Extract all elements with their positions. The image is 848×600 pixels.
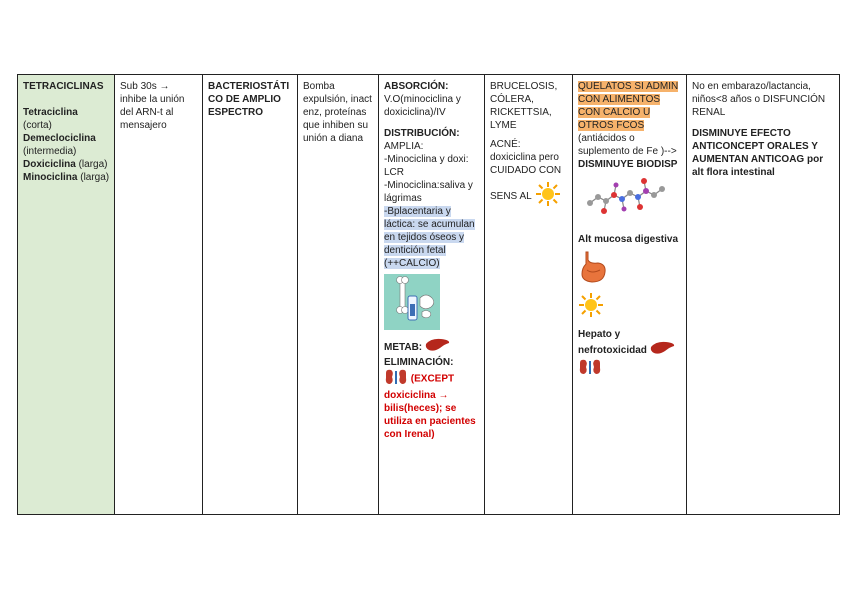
contraindications-text: No en embarazo/lactancia, niños<8 años o DISFUNCIÓN RENAL [692, 81, 826, 118]
indications-text: BRUCELOSIS, CÓLERA, RICKETTSIA, LYME [490, 81, 558, 131]
elim-label: ELIMINACIÓN: [384, 357, 454, 368]
drug-item: Doxiciclina (larga) [23, 159, 108, 170]
adverse-effects-cell [573, 75, 687, 515]
kidney-icon [384, 369, 408, 389]
drug-class-cell [18, 75, 115, 515]
resistance-cell [298, 75, 379, 515]
contraindications-cell [687, 75, 840, 515]
liver-icon [650, 341, 676, 359]
hepato-text-1: Hepato y [578, 329, 621, 340]
placenta-highlight: -Bplacentaria y láctica: se acumulan en tejidos óseos y dentición fetal (++CALCIO) [384, 206, 475, 269]
kidney-icon [578, 359, 682, 379]
biodisp-text: DISMINUYE BIODISP [578, 159, 678, 170]
distribucion-item: -Minociclina y doxi: LCR [384, 154, 469, 178]
elim-text: (EXCEPT doxiciclina → bilis(heces); se utiliza en pacientes con Irenal) [384, 373, 476, 440]
action-type-cell [203, 75, 298, 515]
quelatos-highlight: QUELATOS SI ADMIN CON ALIMENTOS CON CALCIO U OTROS FCOS [578, 81, 679, 131]
mucosa-text: Alt mucosa digestiva [578, 234, 679, 245]
drug-class-title: TETRACICLINAS [23, 81, 104, 92]
metab-label: METAB: [384, 341, 423, 353]
distribucion-item: -Minociclina:saliva y lágrimas [384, 180, 473, 204]
absorcion-label: ABSORCIÓN: [384, 81, 449, 92]
liver-icon [425, 338, 451, 356]
absorcion-text: V.O(minociclina y doxiciclina)/IV [384, 94, 461, 118]
drug-item: Demeclociclina (intermedia) [23, 133, 96, 157]
interactions-text: DISMINUYE EFECTO ANTICONCEPT ORALES Y AUMENTAN ANTICOAG por alt flora intestinal [692, 128, 824, 178]
drug-item: Minociclina (larga) [23, 172, 110, 183]
stomach-icon [578, 250, 682, 288]
molecule-image [584, 175, 682, 223]
sens-text: SENS AL [490, 190, 532, 202]
sun-icon [578, 292, 682, 322]
action-type-text: BACTERIOSTÁTICO DE AMPLIO ESPECTRO [208, 81, 290, 118]
resistance-text: Bomba expulsión, inact enz, proteínas que inhiben su unión a diana [303, 81, 372, 144]
hepato-text-2: nefrotoxicidad [578, 344, 647, 356]
bones-image [384, 274, 480, 334]
amplia-text: AMPLIA: [384, 141, 424, 152]
pharmacokinetics-cell [379, 75, 485, 515]
mechanism-text: Sub 30s → inhibe la unión del ARN-t al mensajero [120, 81, 185, 131]
acne-text: ACNÉ: doxiciclina pero CUIDADO CON [490, 139, 562, 176]
table-row [18, 75, 840, 515]
sun-icon [535, 181, 561, 211]
quelatos-text: (antiácidos o suplemento de Fe )--> [578, 133, 677, 157]
mechanism-cell [115, 75, 203, 515]
drug-item: Tetraciclina (corta) [23, 107, 78, 131]
tetracycline-table [17, 74, 840, 515]
indications-cell [485, 75, 573, 515]
distribucion-label: DISTRIBUCIÓN: [384, 128, 460, 139]
